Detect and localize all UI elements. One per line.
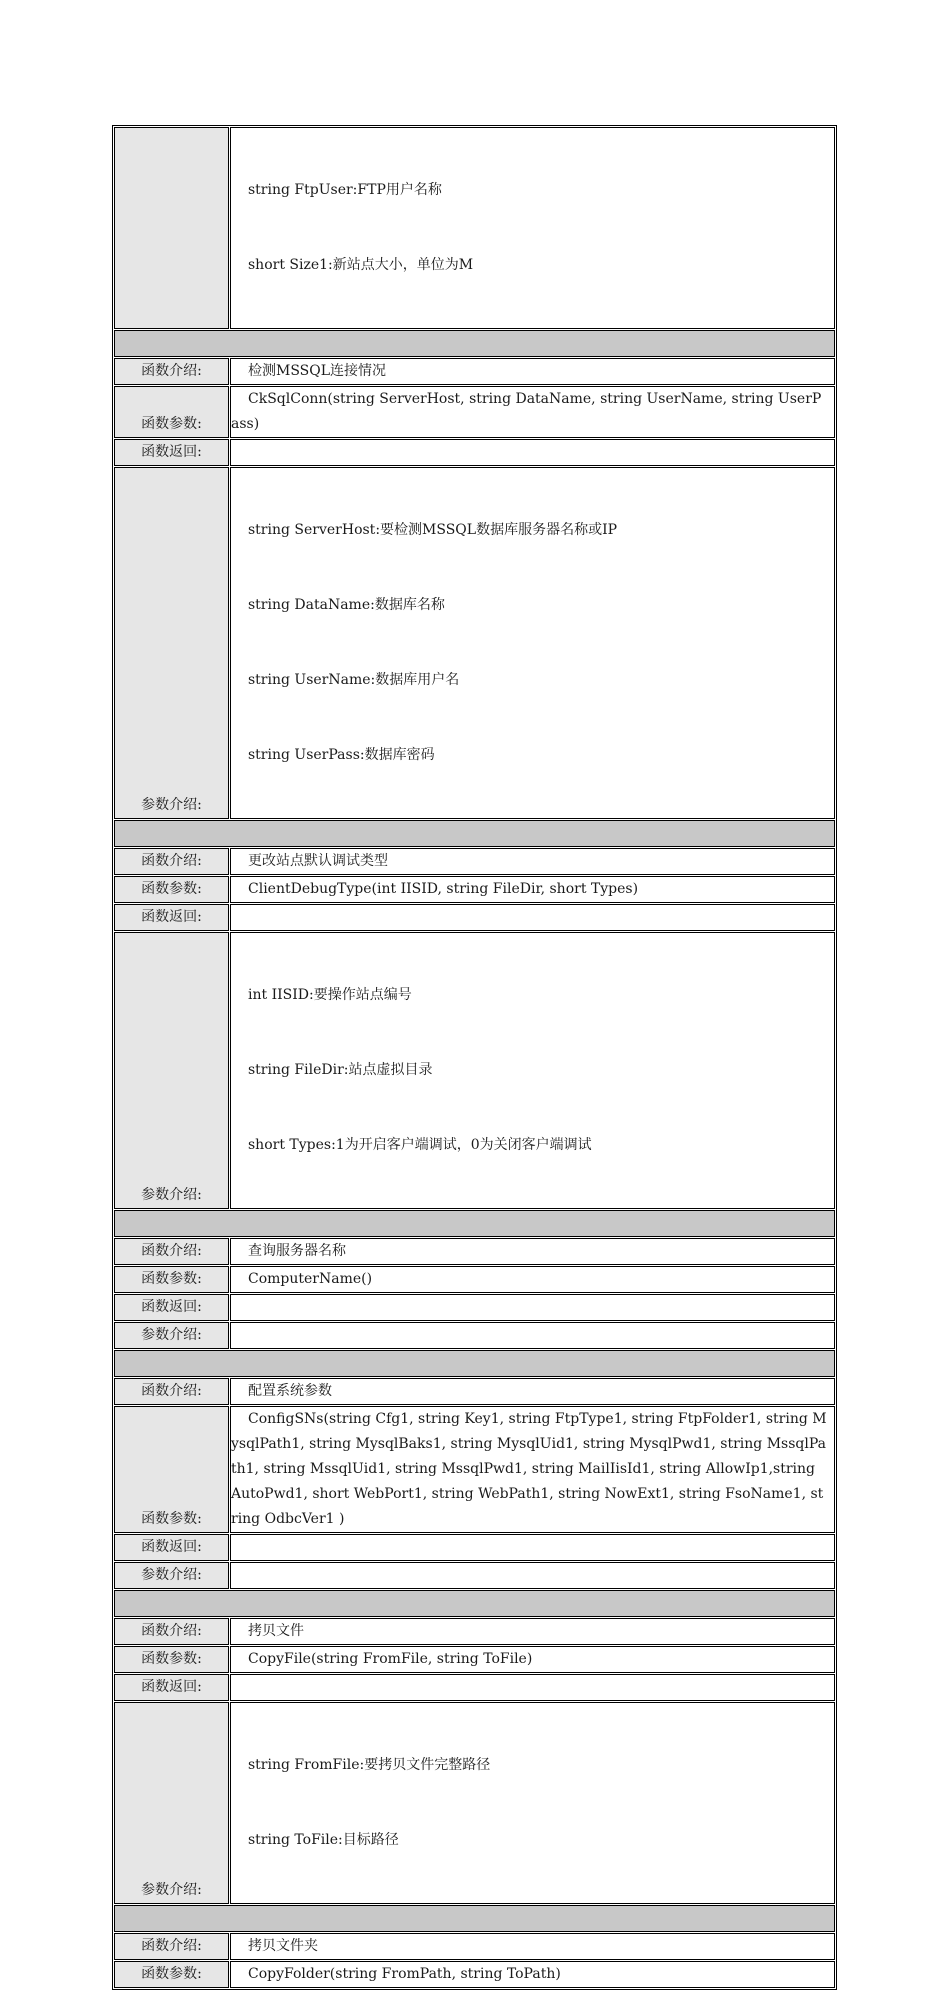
table-row	[114, 1646, 835, 1673]
param-line: short Size1:新站点大小，单位为M	[248, 257, 474, 273]
table-row	[114, 1294, 835, 1321]
returns-value	[230, 1294, 835, 1321]
table-row	[114, 904, 835, 931]
table-row	[114, 1378, 835, 1405]
params-label: 函数参数:	[114, 386, 229, 438]
params-value: CopyFile(string FromFile, string ToFile)	[230, 1646, 835, 1673]
param-line: string UserName:数据库用户名	[248, 672, 460, 688]
params-label: 函数参数:	[114, 876, 229, 903]
param-desc-label: 参数介绍:	[114, 932, 229, 1209]
table-row	[114, 127, 835, 329]
intro-value: 配置系统参数	[230, 1378, 835, 1405]
param-line: int IISID:要操作站点编号	[248, 987, 412, 1003]
intro-value: 更改站点默认调试类型	[230, 848, 835, 875]
param-line: string ServerHost:要检测MSSQL数据库服务器名称或IP	[248, 522, 618, 538]
table-row	[114, 386, 835, 438]
table-row	[114, 1562, 835, 1589]
returns-label: 函数返回:	[114, 904, 229, 931]
param-desc-label: 参数介绍:	[114, 1562, 229, 1589]
section-separator	[114, 330, 835, 357]
param-desc-value	[230, 1322, 835, 1349]
param-line: string DataName:数据库名称	[248, 597, 445, 613]
param-line: short Types:1为开启客户端调试，0为关闭客户端调试	[248, 1137, 592, 1153]
param-desc-label: 参数介绍:	[114, 1702, 229, 1904]
params-value: ComputerName()	[230, 1266, 835, 1293]
intro-label: 函数介绍:	[114, 848, 229, 875]
table-row	[114, 1961, 835, 1988]
function-doc-table	[112, 125, 837, 1990]
param-line: string UserPass:数据库密码	[248, 747, 435, 763]
table-row	[114, 1534, 835, 1561]
table-row	[114, 1674, 835, 1701]
param-line: string FileDir:站点虚拟目录	[248, 1062, 433, 1078]
param-desc-value	[230, 467, 835, 819]
table-row	[114, 1266, 835, 1293]
param-line: string ToFile:目标路径	[248, 1832, 399, 1848]
table-row	[114, 848, 835, 875]
params-value: CopyFolder(string FromPath, string ToPath)	[230, 1961, 835, 1988]
intro-value: 拷贝文件夹	[230, 1933, 835, 1960]
param-desc-value	[230, 127, 835, 329]
returns-label: 函数返回:	[114, 1674, 229, 1701]
table-row	[114, 876, 835, 903]
table-row	[114, 1238, 835, 1265]
table-row	[114, 932, 835, 1209]
params-label: 函数参数:	[114, 1646, 229, 1673]
section-separator	[114, 1905, 835, 1932]
table-row	[114, 358, 835, 385]
table-row	[114, 1322, 835, 1349]
table-row	[114, 1933, 835, 1960]
param-desc-label: 参数介绍:	[114, 467, 229, 819]
param-desc-label: 参数介绍:	[114, 1322, 229, 1349]
params-label: 函数参数:	[114, 1406, 229, 1533]
param-line: string FromFile:要拷贝文件完整路径	[248, 1757, 491, 1773]
table-row	[114, 439, 835, 466]
table-row	[114, 1618, 835, 1645]
intro-label: 函数介绍:	[114, 1378, 229, 1405]
returns-label: 函数返回:	[114, 439, 229, 466]
returns-value	[230, 1534, 835, 1561]
params-label: 函数参数:	[114, 1961, 229, 1988]
intro-label: 函数介绍:	[114, 1618, 229, 1645]
section-separator	[114, 1210, 835, 1237]
params-label: 函数参数:	[114, 1266, 229, 1293]
section-separator	[114, 1590, 835, 1617]
intro-label: 函数介绍:	[114, 1238, 229, 1265]
params-value: ConfigSNs(string Cfg1, string Key1, string FtpType1, string FtpFolder1, string MysqlPath1, string MysqlBaks1, string MysqlUid1, string MysqlPwd1, string MssqlPath1, string MssqlUid1, string MssqlPwd1, string MailIisId1, string AllowIp1,string AutoPwd1, short WebPort1, string WebPath1, string NowExt1, string FsoName1, string OdbcVer1 )	[230, 1406, 835, 1533]
table-row	[114, 467, 835, 819]
returns-value	[230, 439, 835, 466]
section-separator	[114, 820, 835, 847]
table-row	[114, 1406, 835, 1533]
intro-value: 检测MSSQL连接情况	[230, 358, 835, 385]
params-value: ClientDebugType(int IISID, string FileDir, short Types)	[230, 876, 835, 903]
returns-label: 函数返回:	[114, 1294, 229, 1321]
param-desc-value	[230, 1562, 835, 1589]
row-label-empty	[114, 127, 229, 329]
returns-label: 函数返回:	[114, 1534, 229, 1561]
returns-value	[230, 1674, 835, 1701]
intro-label: 函数介绍:	[114, 1933, 229, 1960]
intro-value: 拷贝文件	[230, 1618, 835, 1645]
params-value: CkSqlConn(string ServerHost, string DataName, string UserName, string UserPass)	[230, 386, 835, 438]
table-row	[114, 1702, 835, 1904]
param-line: string FtpUser:FTP用户名称	[248, 182, 442, 198]
returns-value	[230, 904, 835, 931]
param-desc-value	[230, 1702, 835, 1904]
intro-label: 函数介绍:	[114, 358, 229, 385]
param-desc-value	[230, 932, 835, 1209]
section-separator	[114, 1350, 835, 1377]
intro-value: 查询服务器名称	[230, 1238, 835, 1265]
